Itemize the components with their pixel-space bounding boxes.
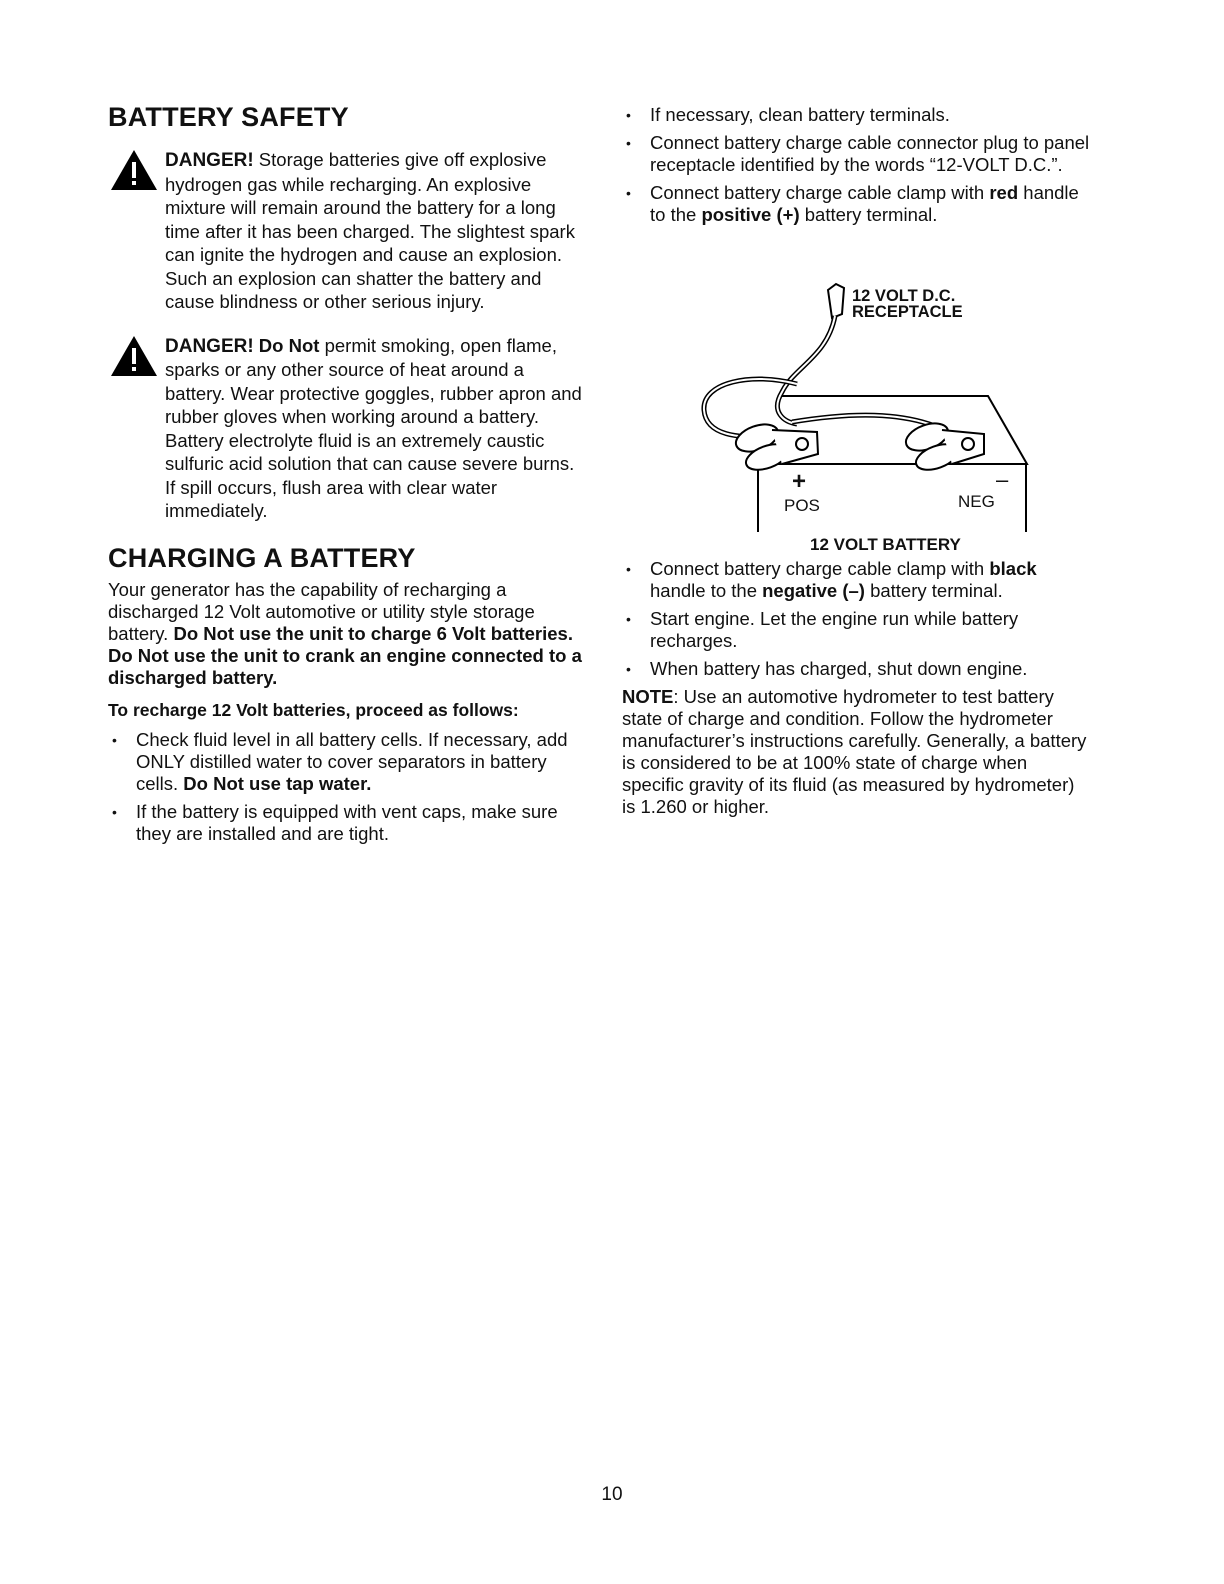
positive-symbol: + bbox=[792, 468, 807, 495]
battery-diagram-illustration bbox=[622, 232, 1092, 552]
note-text: : Use an automotive hydrometer to test battery state of charge and condition. Follow the hydrometer manufacturer’s instructions carefully. Generally, a battery is considered to be at 100% state of charge when specific gravity of its fluid (as measured by hydrometer) is 1.260 or higher. bbox=[622, 686, 1087, 817]
warning-triangle-icon bbox=[110, 149, 158, 191]
list-item: • Connect battery charge cable connector plug to panel receptacle identified by the words “12-VOLT D.C.”. bbox=[622, 132, 1092, 176]
negative-clamp-icon bbox=[902, 418, 984, 475]
battery-label: 12 VOLT BATTERY bbox=[810, 535, 961, 554]
intro-text: Your generator has the capability of recharging a discharged 12 Volt automotive or utility style storage battery. bbox=[108, 578, 535, 644]
danger-label: DANGER! bbox=[165, 150, 254, 171]
neg-label: NEG bbox=[958, 492, 995, 511]
page-number: 10 bbox=[601, 1484, 623, 1505]
charging-heading: CHARGING A BATTERY bbox=[108, 542, 416, 573]
procedure-subheading: To recharge 12 Volt batteries, proceed as follows: bbox=[108, 699, 519, 720]
list-item bbox=[622, 558, 1092, 602]
step-emphasis: positive (+) bbox=[701, 204, 800, 225]
step-text: Connect battery charge cable clamp with bbox=[650, 558, 990, 579]
negative-symbol: – bbox=[996, 467, 1009, 492]
list-item bbox=[622, 182, 1092, 226]
list-item bbox=[108, 729, 588, 795]
danger-notice-smoking bbox=[108, 334, 588, 523]
step-text: Connect battery charge cable clamp with bbox=[650, 182, 990, 203]
step-emphasis: red bbox=[989, 182, 1019, 203]
receptacle-label-line2: RECEPTACLE bbox=[852, 303, 963, 321]
left-column bbox=[108, 100, 588, 851]
list-item: • When battery has charged, shut down engine. bbox=[622, 658, 1092, 680]
warning-triangle-icon bbox=[110, 335, 158, 377]
procedure-steps-right-2 bbox=[622, 558, 1092, 680]
battery-safety-heading: BATTERY SAFETY bbox=[108, 102, 349, 132]
step-emphasis: Do Not use tap water. bbox=[183, 772, 372, 794]
step-text: handle to the bbox=[650, 182, 1079, 225]
hydrometer-note bbox=[622, 686, 1092, 818]
step-emphasis: black bbox=[989, 558, 1037, 579]
battery-connection-diagram bbox=[622, 232, 1092, 552]
positive-clamp-icon bbox=[732, 419, 818, 475]
danger-emphasis: Do Not bbox=[253, 334, 320, 356]
danger-notice-explosive bbox=[108, 148, 588, 314]
list-item: • If necessary, clean battery terminals. bbox=[622, 104, 1092, 126]
step-text: battery terminal. bbox=[864, 580, 1003, 601]
intro-warning: Do Not use the unit to charge 6 Volt batteries. Do Not use the unit to crank an engine connected to a discharged battery. bbox=[108, 622, 582, 688]
receptacle-label-line1: 12 VOLT D.C. bbox=[852, 287, 956, 305]
danger-text: Storage batteries give off explosive hydrogen gas while recharging. An explosive mixture will remain around the battery for a long time after it has been charged. The slightest spark can ignite the hydrogen and cause an explosion. Such an explosion can shatter the battery and cause blindness or other serious injury. bbox=[165, 149, 575, 312]
receptacle-label bbox=[852, 288, 963, 320]
step-text: battery terminal. bbox=[799, 204, 938, 225]
danger-label: DANGER! bbox=[165, 335, 254, 357]
danger-text: permit smoking, open flame, sparks or any other source of heat around a battery. Wear protective goggles, rubber apron and rubber gloves when working around a battery. Battery electrolyte fluid is an extremely caustic sulfuric acid solution that can cause severe burns. If spill occurs, flush area with clear water immediately. bbox=[165, 334, 582, 521]
step-text: handle to the bbox=[650, 580, 763, 601]
receptacle-plug-icon bbox=[828, 284, 844, 318]
procedure-steps-left bbox=[108, 729, 588, 845]
charging-intro bbox=[108, 579, 588, 689]
pos-label: POS bbox=[784, 496, 820, 515]
procedure-steps-right bbox=[622, 104, 1092, 226]
step-emphasis: negative (–) bbox=[762, 580, 865, 601]
charge-cable bbox=[777, 316, 835, 424]
step-text: Check fluid level in all battery cells. If necessary, add ONLY distilled water to cover separators in battery cells. bbox=[136, 728, 568, 794]
right-column bbox=[622, 104, 1092, 818]
note-label: NOTE bbox=[622, 686, 674, 707]
list-item: • Start engine. Let the engine run while battery recharges. bbox=[622, 608, 1092, 652]
list-item: • If the battery is equipped with vent caps, make sure they are installed and are tight. bbox=[108, 801, 588, 845]
